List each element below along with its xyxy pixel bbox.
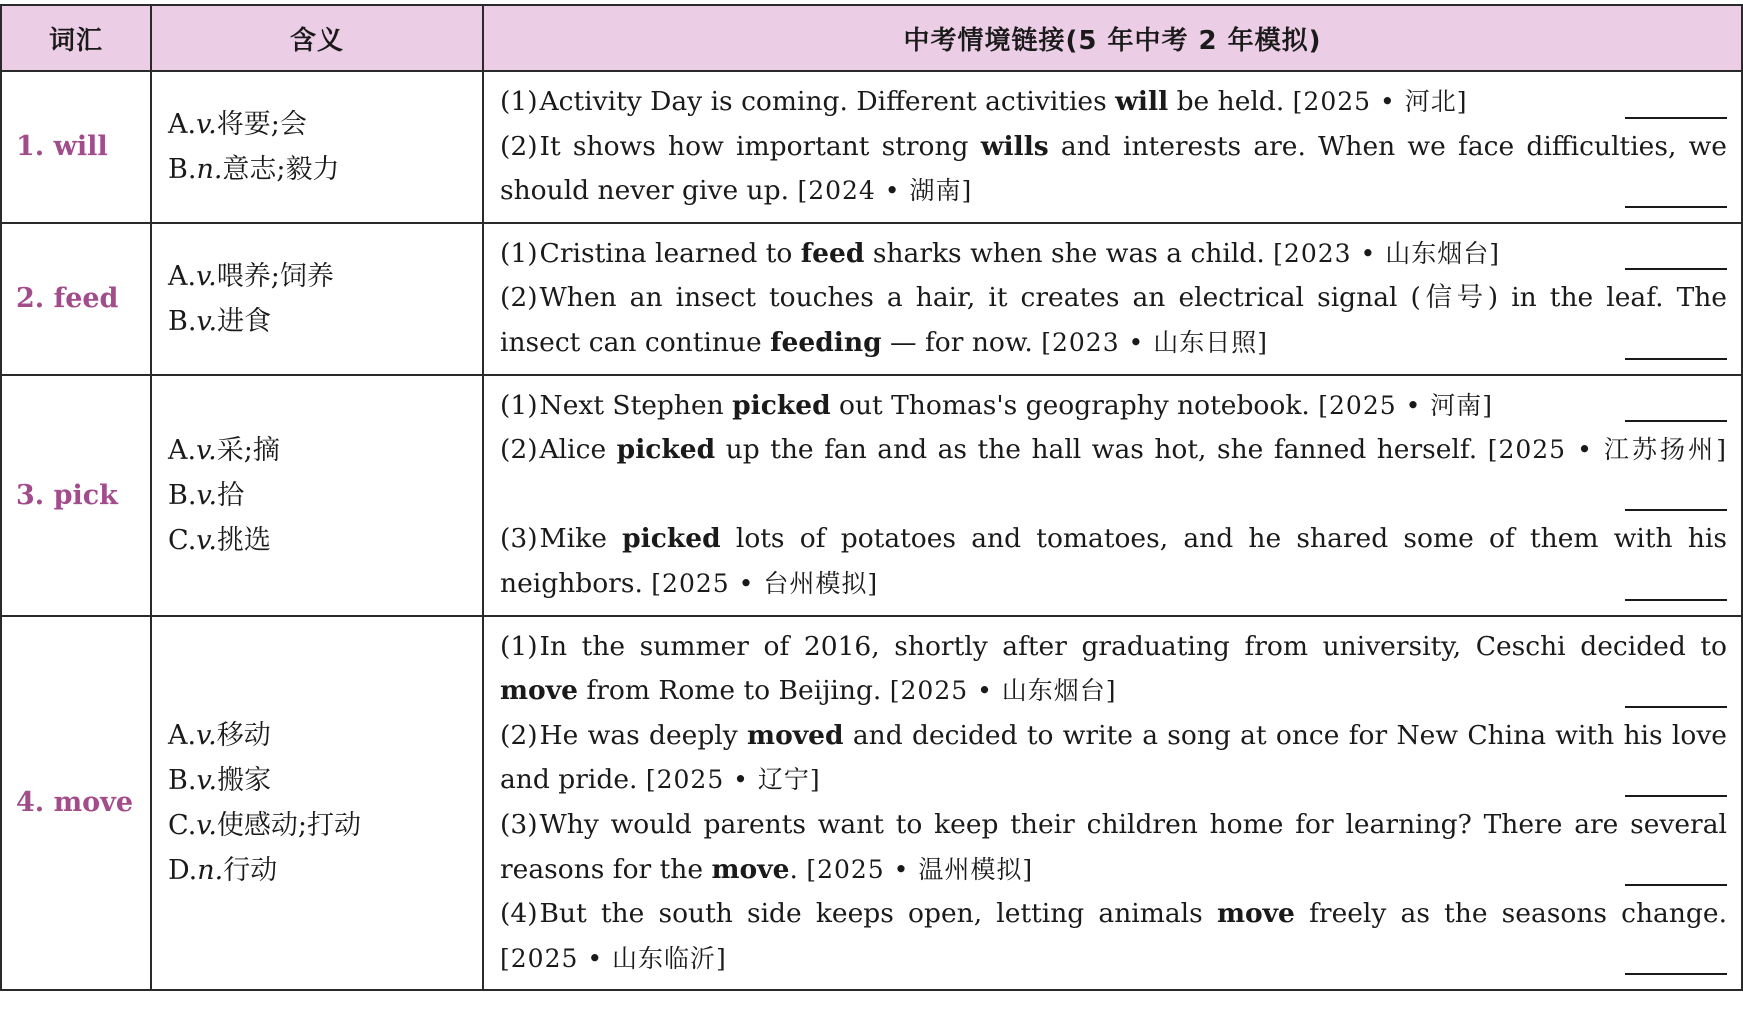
meaning-letter: A.: [168, 719, 197, 751]
sentence-source: [2025 • 温州模拟]: [806, 854, 1034, 884]
sentence-source: [2025 • 江苏扬州]: [1487, 435, 1727, 465]
part-of-speech: v.: [196, 809, 217, 841]
example-sentence: [500, 125, 1727, 214]
part-of-speech: n.: [197, 854, 224, 886]
meaning-item: [168, 518, 482, 563]
sentence-number: (4): [500, 898, 538, 930]
example-sentence: [500, 276, 1727, 365]
sentence-number: (2): [500, 130, 538, 162]
context-cell: [483, 223, 1742, 375]
meaning-letter: D.: [168, 854, 198, 886]
header-word: 词汇: [1, 5, 151, 71]
context-cell: [483, 71, 1742, 223]
example-sentence: [500, 714, 1727, 803]
sentence-text: up the fan and as the hall was hot, she fanned herself.: [715, 434, 1488, 466]
sentence-text: out Thomas's geography notebook.: [830, 389, 1319, 421]
target-word: picked: [622, 523, 721, 555]
meaning-item: [168, 102, 482, 147]
sentence-source: [2023 • 山东烟台]: [1273, 238, 1500, 268]
meaning-letter: C.: [168, 809, 197, 841]
sentence-text: lots of potatoes and tomatoes, and he shared some of them with his neighbors.: [500, 523, 1727, 599]
target-word: move: [1216, 898, 1295, 930]
sentence-text: In the summer of 2016, shortly after graduating from university, Ceschi decided to: [539, 630, 1727, 662]
meaning-item: [168, 473, 482, 518]
meaning-cell: [151, 616, 483, 991]
vocab-word: 1. will: [1, 71, 151, 223]
meaning-item: [168, 803, 482, 848]
target-word: moved: [747, 719, 844, 751]
sentence-source: [2025 • 河南]: [1318, 390, 1494, 420]
sentence-text: He was deeply: [539, 719, 748, 751]
table-row: [1, 375, 1742, 616]
sentence-source: [2025 • 山东烟台]: [889, 676, 1117, 706]
answer-blank[interactable]: [1625, 973, 1727, 975]
sentence-text: Cristina learned to: [539, 237, 801, 269]
context-cell: [483, 616, 1742, 991]
meaning-cell: [151, 223, 483, 375]
header-context: 中考情境链接(5 年中考 2 年模拟): [483, 5, 1742, 71]
sentence-number: (1): [500, 630, 538, 662]
meaning-letter: B.: [168, 764, 197, 796]
example-sentence: [500, 803, 1727, 892]
meaning-item: [168, 713, 482, 758]
context-cell: [483, 375, 1742, 616]
sentence-text: — for now.: [881, 326, 1042, 358]
meaning-definition: 喂养;饲养: [216, 260, 334, 292]
sentence-number: (2): [500, 719, 538, 751]
meaning-item: [168, 147, 482, 192]
example-sentence: [500, 892, 1727, 981]
answer-blank[interactable]: [1625, 599, 1727, 601]
part-of-speech: v.: [196, 434, 217, 466]
target-word: wills: [980, 130, 1049, 162]
meaning-definition: 将要;会: [216, 108, 307, 140]
vocab-word: 3. pick: [1, 375, 151, 616]
part-of-speech: v.: [196, 764, 218, 796]
example-sentence: [500, 80, 1727, 125]
target-word: will: [1115, 86, 1169, 117]
meaning-definition: 使感动;打动: [216, 809, 362, 841]
table-row: [1, 71, 1742, 223]
meaning-letter: B.: [168, 153, 197, 185]
sentence-text: and decided to write a song at once for New China with his love and pride.: [500, 719, 1727, 796]
meaning-letter: A.: [168, 260, 197, 292]
table-header-row: [1, 5, 1742, 71]
answer-blank[interactable]: [1625, 509, 1727, 511]
answer-blank[interactable]: [1625, 420, 1727, 422]
sentence-text: .: [789, 853, 807, 885]
part-of-speech: v.: [196, 479, 218, 511]
meaning-letter: A.: [168, 434, 197, 466]
part-of-speech: v.: [196, 108, 217, 140]
sentence-text: Why would parents want to keep their children home for learning? There are several reasons for the: [500, 808, 1727, 885]
answer-blank[interactable]: [1625, 117, 1727, 119]
target-word: picked: [616, 434, 716, 466]
example-sentence: [500, 384, 1727, 429]
table-row: [1, 223, 1742, 375]
answer-blank[interactable]: [1625, 795, 1727, 797]
meaning-cell: [151, 71, 483, 223]
sentence-source: [2024 • 湖南]: [797, 176, 973, 206]
meaning-definition: 进食: [217, 305, 272, 337]
sentence-text: be held.: [1168, 86, 1293, 117]
sentence-number: (1): [500, 86, 538, 117]
sentence-number: (1): [500, 389, 538, 421]
part-of-speech: v.: [196, 719, 217, 751]
sentence-text: Activity Day is coming. Different activities: [539, 86, 1116, 117]
target-word: feeding: [770, 326, 882, 358]
sentence-text: Alice: [539, 434, 617, 466]
sentence-text: sharks when she was a child.: [864, 237, 1274, 269]
meaning-definition: 挑选: [216, 524, 271, 556]
table-row: [1, 616, 1742, 991]
example-sentence: [500, 625, 1727, 714]
sentence-number: (3): [500, 523, 538, 555]
sentence-text: and interests are. When we face difficulties, we should never give up.: [500, 130, 1727, 207]
sentence-source: [2025 • 辽宁]: [645, 765, 821, 795]
sentence-source: [2025 • 山东临沂]: [500, 943, 727, 973]
answer-blank[interactable]: [1625, 706, 1727, 708]
sentence-text: When an insect touches a hair, it creates an electrical signal (信号) in the leaf. The insect can continue: [500, 282, 1727, 358]
vocab-word: 4. move: [1, 616, 151, 991]
part-of-speech: v.: [196, 260, 217, 292]
meaning-definition: 意志;毅力: [222, 153, 340, 185]
meaning-item: [168, 758, 482, 803]
meaning-letter: A.: [168, 108, 197, 140]
header-meaning: 含义: [151, 5, 483, 71]
example-sentence: [500, 232, 1727, 277]
sentence-text: Mike: [539, 523, 623, 555]
part-of-speech: v.: [196, 305, 218, 337]
sentence-text: from Rome to Beijing.: [577, 675, 890, 707]
meaning-definition: 搬家: [217, 764, 272, 796]
vocab-word: 2. feed: [1, 223, 151, 375]
sentence-number: (3): [500, 808, 538, 840]
meaning-definition: 移动: [216, 719, 271, 751]
answer-blank[interactable]: [1625, 268, 1727, 270]
sentence-text: But the south side keeps open, letting animals: [539, 898, 1217, 930]
sentence-number: (2): [500, 434, 538, 466]
target-word: picked: [732, 389, 831, 421]
target-word: feed: [800, 237, 865, 269]
sentence-number: (1): [500, 237, 538, 269]
meaning-cell: [151, 375, 483, 616]
sentence-text: Next Stephen: [539, 389, 733, 421]
example-sentence: [500, 428, 1727, 517]
vocabulary-table: [0, 4, 1743, 991]
meaning-item: [168, 254, 482, 299]
meaning-item: [168, 848, 482, 893]
target-word: move: [500, 675, 578, 707]
meaning-letter: B.: [168, 479, 197, 511]
meaning-item: [168, 299, 482, 344]
sentence-source: [2025 • 河北]: [1292, 87, 1468, 116]
sentence-text: freely as the seasons change.: [1294, 898, 1727, 930]
meaning-definition: 行动: [223, 854, 278, 886]
sentence-number: (2): [500, 282, 538, 314]
answer-blank[interactable]: [1625, 884, 1727, 886]
meaning-definition: 拾: [217, 479, 245, 511]
sentence-source: [2025 • 台州模拟]: [651, 568, 879, 598]
part-of-speech: n.: [196, 153, 223, 185]
target-word: move: [711, 853, 790, 885]
answer-blank[interactable]: [1625, 358, 1727, 360]
part-of-speech: v.: [196, 524, 217, 556]
answer-blank[interactable]: [1625, 206, 1727, 208]
meaning-letter: B.: [168, 305, 197, 337]
example-sentence: [500, 517, 1727, 606]
meaning-letter: C.: [168, 524, 197, 556]
meaning-definition: 采;摘: [216, 434, 280, 466]
sentence-text: It shows how important strong: [539, 130, 981, 162]
meaning-item: [168, 428, 482, 473]
sentence-source: [2023 • 山东日照]: [1041, 327, 1269, 357]
